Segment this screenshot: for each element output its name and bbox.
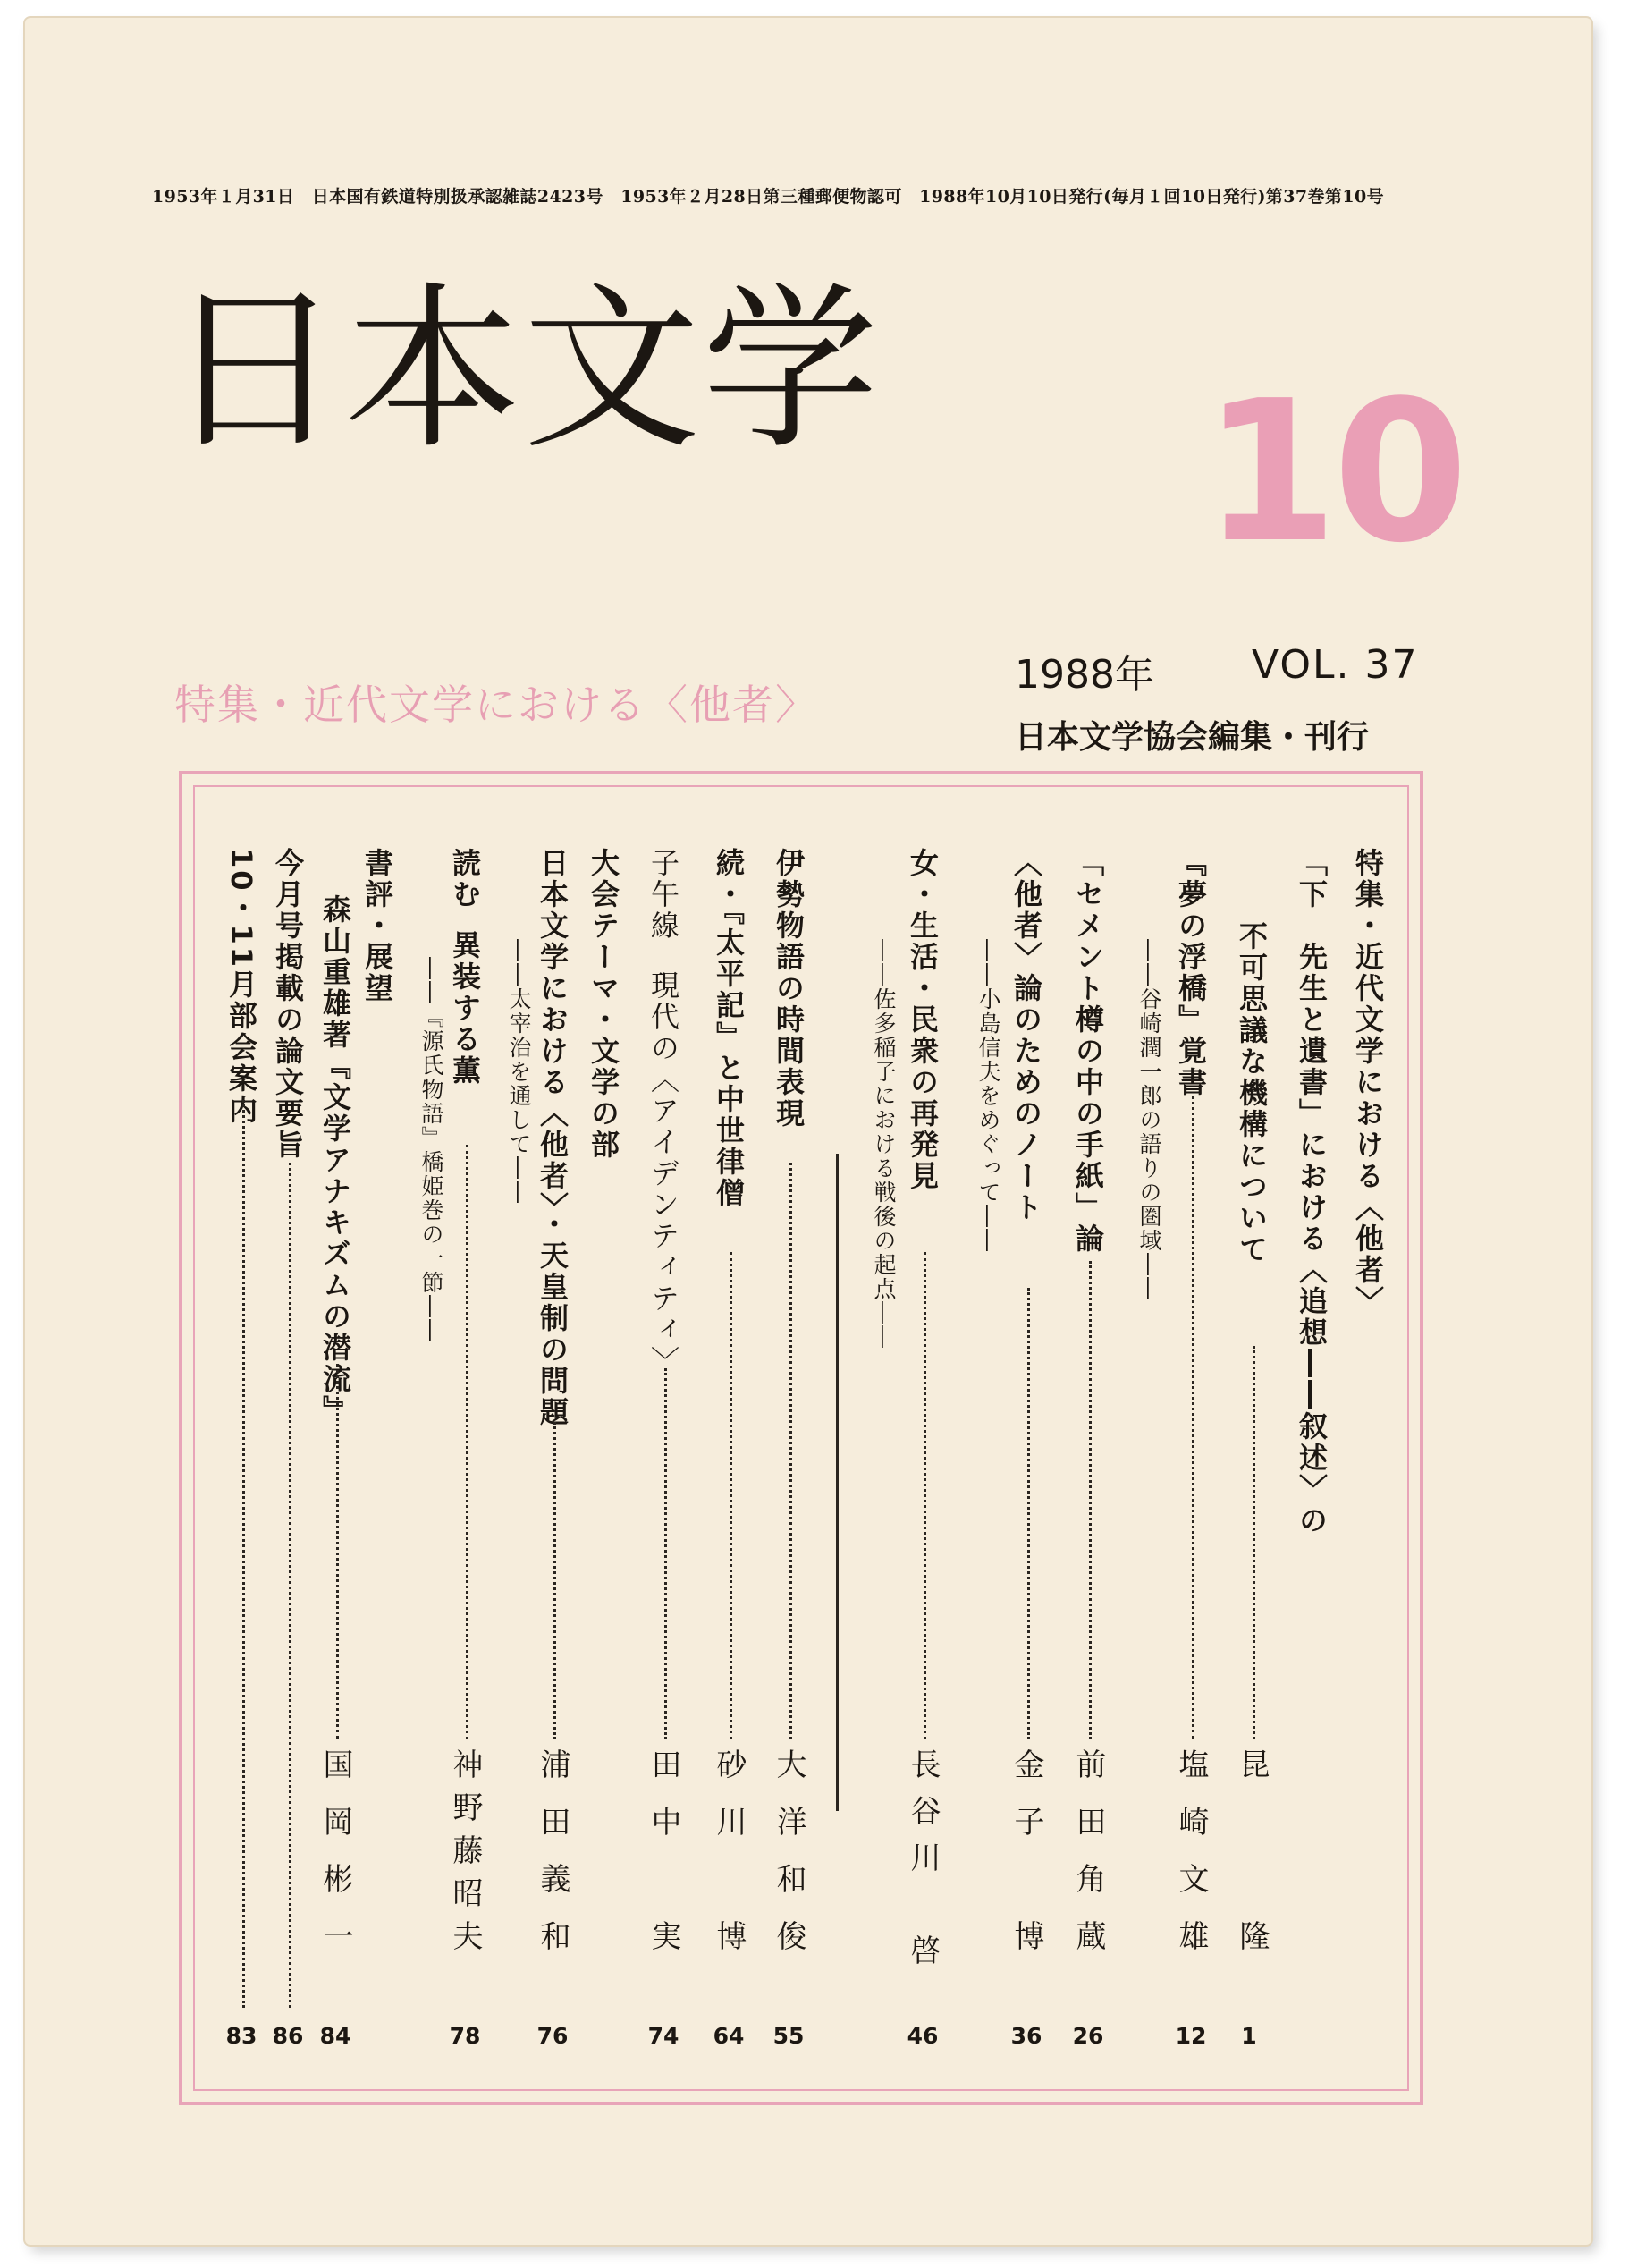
- toc-entry-1-leader: [1253, 1346, 1255, 1739]
- toc-entry-3-page: 26: [1072, 2023, 1104, 2049]
- toc-entry-3-title: 「セメント樽の中の手紙」論: [1071, 848, 1105, 1255]
- toc-entry-6-leader: [789, 1163, 792, 1739]
- toc-entry-8-title: 現代の〈アイデンティティ〉: [646, 970, 680, 1377]
- toc-entry-5-leader: [924, 1252, 926, 1739]
- toc-feature-heading: 特集・近代文学における〈他者〉: [1351, 848, 1385, 1317]
- toc-entry-6-page: 55: [772, 2023, 805, 2049]
- toc-entry-12-leader: [289, 1163, 291, 2008]
- toc-entry-7-leader: [730, 1252, 732, 1739]
- toc-entry-7-page: 64: [713, 2023, 745, 2049]
- toc-entry-5-author: 長谷川 啓: [905, 1748, 941, 1981]
- toc-entry-11-title: 森山重雄著『文学アナキズムの潜流』: [318, 894, 352, 1426]
- toc-entry-10-author: 神野藤昭夫: [447, 1748, 483, 1963]
- toc-entry-10-subtitle: ――『源氏物語』橋姫巻の一節――: [418, 957, 444, 1343]
- feature-banner: 特集・近代文学における〈他者〉: [174, 681, 818, 729]
- toc-entry-10-page: 78: [449, 2023, 481, 2049]
- toc-entry-1-title-line2: 不可思議な機構について: [1235, 921, 1269, 1265]
- toc-entry-12-title: 今月号掲載の論文要旨: [271, 848, 305, 1161]
- toc-entry-2-title: 『夢の浮橋』覚書: [1174, 848, 1208, 1098]
- toc-entry-2-page: 12: [1175, 2023, 1207, 2049]
- toc-entry-10-heading: 読む: [448, 848, 482, 910]
- toc-entry-8-column-label: 子午線: [646, 848, 680, 942]
- toc-entry-7-author: 砂川 博: [711, 1748, 747, 1977]
- toc-entry-4-author: 金子 博: [1009, 1748, 1044, 1977]
- toc-entry-3-leader: [1089, 1261, 1092, 1739]
- editor-publisher: 日本文学協会編集・刊行: [1015, 719, 1370, 756]
- toc-entry-9-leader: [553, 1422, 556, 1739]
- toc-entry-5-subtitle: ――佐多稲子における戦後の起点――: [871, 939, 897, 1350]
- toc-entry-4-title: 〈他者〉論のためのノート: [1009, 848, 1043, 1223]
- toc-entry-13-page: 83: [225, 2023, 257, 2049]
- toc-entry-4-page: 36: [1010, 2023, 1042, 2049]
- toc-entry-2-subtitle: ――谷崎潤一郎の語りの圏域――: [1136, 939, 1162, 1301]
- toc-entry-9-author: 浦田義和: [535, 1748, 570, 1977]
- toc-entry-4-subtitle: ――小島信夫をめぐって――: [975, 939, 1001, 1253]
- toc-entry-11-heading: 書評・展望: [360, 848, 394, 1004]
- toc-entry-13-leader: [242, 1100, 245, 2008]
- toc-entry-7-title: 続・『太平記』と中世律僧: [712, 848, 746, 1209]
- toc-entry-9-page: 76: [536, 2023, 569, 2049]
- toc-entry-11-author: 国岡彬一: [317, 1748, 353, 1977]
- toc-entry-8-author: 田中 実: [646, 1748, 681, 1977]
- toc-entry-11-leader: [336, 1364, 339, 1739]
- toc-entry-8-page: 74: [647, 2023, 679, 2049]
- toc-entry-9-title: 日本文学における〈他者〉・天皇制の問題: [536, 848, 570, 1428]
- toc-entry-13-title: 10・11月部会案内: [224, 848, 258, 1127]
- toc-entry-4-leader: [1027, 1288, 1030, 1739]
- toc-entry-2-leader: [1192, 1096, 1194, 1739]
- toc-entry-5-page: 46: [907, 2023, 939, 2049]
- toc-entry-8-leader: [664, 1368, 667, 1739]
- toc-entry-1-author: 昆 隆: [1234, 1748, 1270, 1977]
- publication-info-line: 1953年１月31日 日本国有鉄道特別扱承認雑誌2423号 1953年２月28日第三種郵便物認可 1988年10月10日発行(毎月１回10日発行)第37巻第10号: [152, 187, 1384, 207]
- toc-entry-2-author: 塩崎文雄: [1173, 1748, 1209, 1977]
- toc-column-separator: [836, 1154, 839, 1811]
- toc-entry-6-title: 伊勢物語の時間表現: [772, 848, 806, 1130]
- toc-entry-12-page: 86: [272, 2023, 304, 2049]
- toc-entry-11-page: 84: [319, 2023, 351, 2049]
- toc-entry-1-title-line1: 「下 先生と遺書」における〈追想――叙述〉の: [1295, 848, 1329, 1536]
- toc-entry-9-subtitle: ――太宰治を通して――: [506, 939, 532, 1205]
- toc-entry-1-page: 1: [1241, 2023, 1257, 2049]
- toc-entry-3-author: 前田角蔵: [1070, 1748, 1106, 1977]
- volume-number: VOL. 37: [1252, 642, 1419, 688]
- issue-year: 1988年: [1015, 652, 1154, 698]
- magazine-title: 日本文学: [165, 267, 881, 473]
- toc-entry-10-title: 異装する薫: [448, 930, 482, 1087]
- toc-entry-10-leader: [466, 1145, 468, 1739]
- toc-entry-5-title: 女・生活・民衆の再発見: [906, 848, 940, 1192]
- issue-number: 10: [1203, 360, 1464, 586]
- toc-entry-6-author: 大洋和俊: [771, 1748, 806, 1977]
- toc-entry-9-heading: 大会テーマ・文学の部: [587, 848, 620, 1161]
